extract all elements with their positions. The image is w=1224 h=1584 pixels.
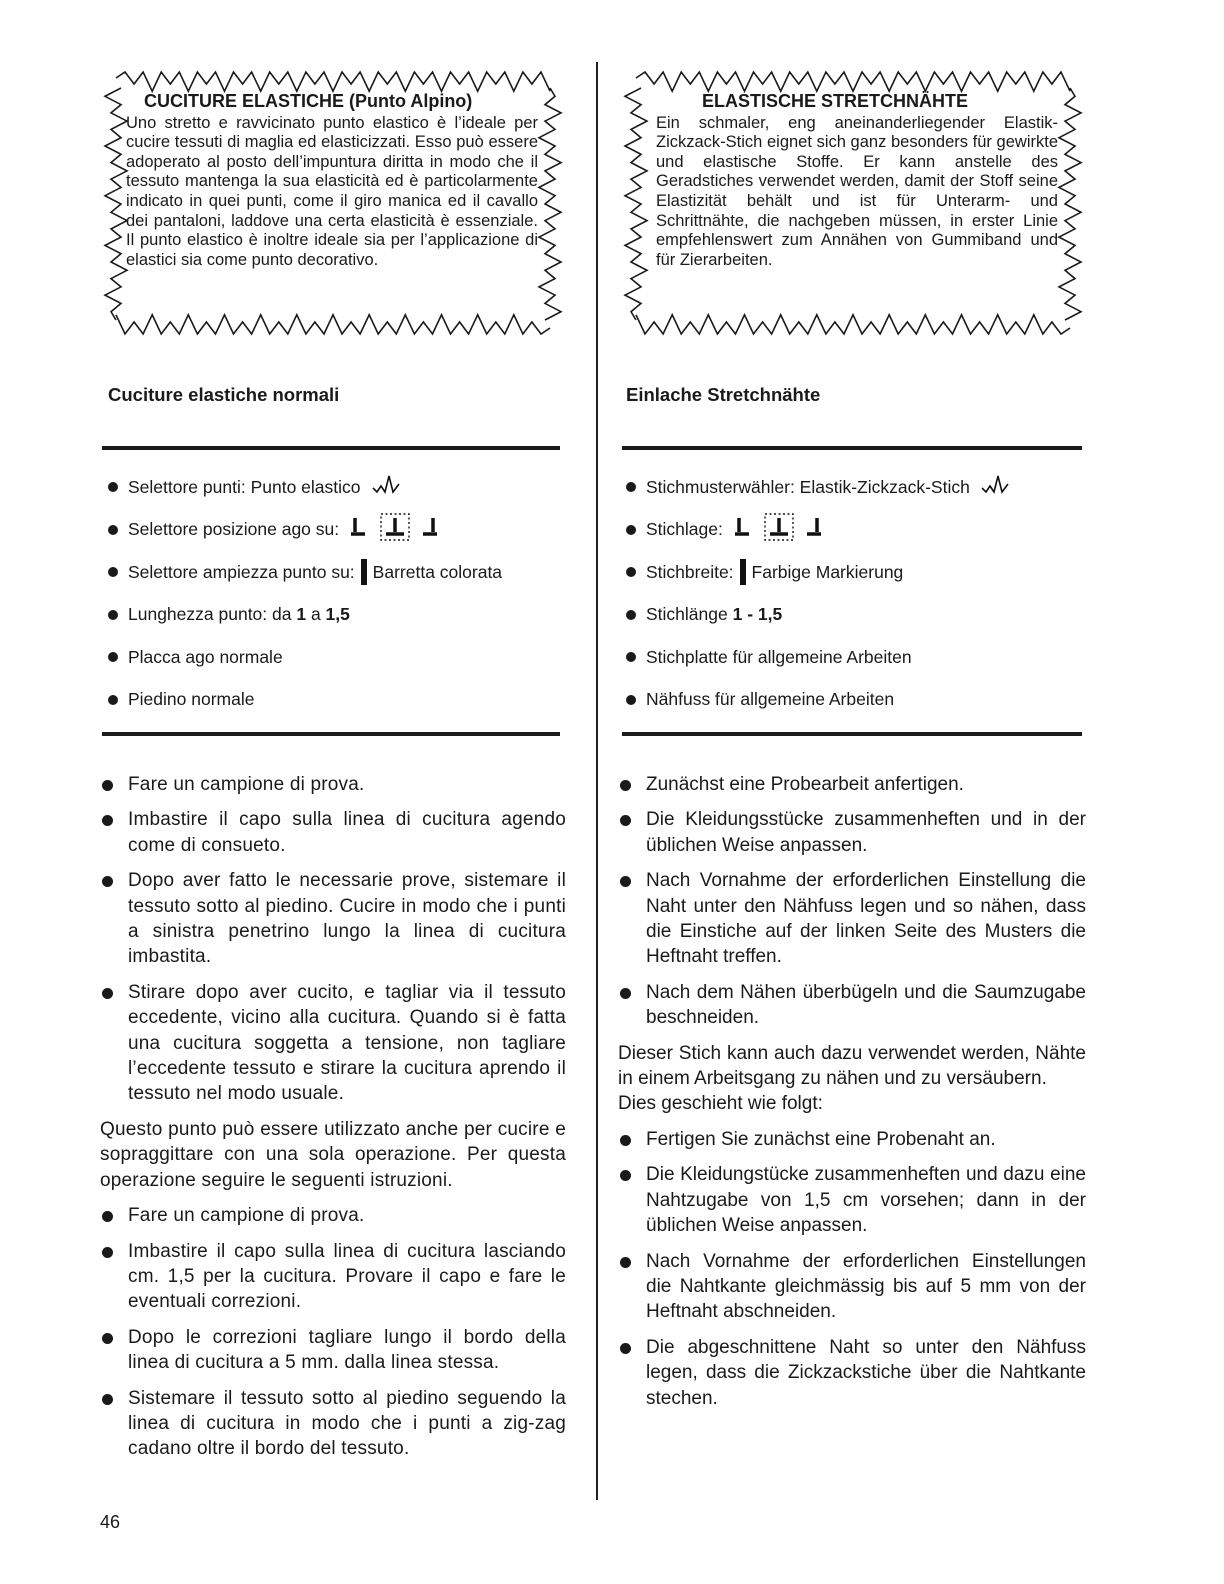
box-title: CUCITURE ELASTICHE (Punto Alpino): [144, 91, 473, 111]
bullet-icon: [102, 988, 113, 999]
italian-intro-box: [88, 40, 578, 360]
bullet-icon: [108, 695, 118, 705]
bullet-icon: [620, 988, 631, 999]
list-item: Die abgeschnittene Naht so unter den Nähfuss legen, dass die Zickzackstiche über die Nahtkante stechen.: [618, 1335, 1086, 1411]
bullet-icon: [108, 482, 118, 492]
bullet-icon: [102, 876, 113, 887]
bullet-icon: [620, 1170, 631, 1181]
setting-needle-position: Selettore posizione ago su:: [108, 509, 502, 552]
needle-position-icon: [733, 512, 827, 547]
list-item: Imbastire il capo sulla linea di cucitura lasciando cm. 1,5 per la cucitura. Provare il capo e fare le eventuali correzioni.: [100, 1239, 566, 1315]
colored-bar-icon: [740, 559, 746, 585]
setting-stitch-width: Selettore ampiezza punto su: Barretta colorata: [108, 551, 502, 594]
zigzag-border-segment: [625, 88, 647, 320]
paragraph: Dieser Stich kann auch dazu verwendet werden, Nähte in einem Arbeitsgang zu nähen und zu versäubern.: [618, 1042, 1086, 1090]
bullet-icon: [626, 695, 636, 705]
bullet-icon: [102, 1211, 113, 1222]
bullet-icon: [626, 652, 636, 662]
needle-position-icon: [349, 512, 443, 547]
setting-stitch-selector: Stichmusterwähler: Elastik-Zickzack-Stich: [626, 466, 1010, 509]
bullet-icon: [102, 780, 113, 791]
bottom-rule: [622, 732, 1082, 736]
bullet-icon: [620, 780, 631, 791]
setting-presser-foot: Nähfuss für allgemeine Arbeiten: [626, 679, 1010, 722]
setting-stitch-width: Stichbreite: Farbige Markierung: [626, 551, 1010, 594]
box-title: ELASTISCHE STRETCHNÄHTE: [702, 91, 969, 111]
page-number: 46: [100, 1512, 121, 1532]
bullet-icon: [620, 1343, 631, 1354]
list-item: Nach Vornahme der erforderlichen Einstellung die Naht unter den Nähfuss legen und so nähen, dass die Einstiche auf der linken Seite des Musters die Heftnaht treffen.: [618, 868, 1086, 970]
paragraph: Dies geschieht wie folgt:: [618, 1093, 823, 1115]
bullet-icon: [102, 1394, 113, 1405]
bullet-icon: [620, 815, 631, 826]
setting-stitch-length: Stichlänge 1 - 1,5: [626, 594, 1010, 637]
setting-needle-plate: Stichplatte für allgemeine Arbeiten: [626, 636, 1010, 679]
section-subheading: Cuciture elastiche normali: [108, 384, 340, 405]
list-item: Zunächst eine Probearbeit anfertigen.: [618, 772, 1086, 797]
box-body: Uno stretto e ravvicinato punto elastico è l’ideale per cucire tessuti di maglia ed elasticizzati. Esso può essere adoperato al posto dell’impuntura diritta in modo che il tessuto mantenga la sua elasticità ed è particolarmente indicato in quei punti, come il giro manica ed il cavallo dei pantaloni, laddove una certa elasticità è essenziale. Il punto elastico è inoltre ideale sia per l’applicazione di elastici sia come punto decorativo.: [126, 113, 538, 269]
zigzag-border-segment: [105, 88, 127, 320]
bullet-icon: [626, 482, 636, 492]
setting-needle-position: Stichlage:: [626, 509, 1010, 552]
bullet-icon: [108, 567, 118, 577]
bullet-icon: [626, 525, 636, 535]
elastic-stitch-icon: [371, 474, 401, 501]
elastic-stitch-icon: [980, 474, 1010, 501]
zigzag-border-segment: [1059, 88, 1081, 320]
bullet-icon: [102, 815, 113, 826]
settings-list-left: [108, 466, 502, 721]
list-item: Nach Vornahme der erforderlichen Einstellungen die Nahtkante gleichmässig bis auf 5 mm von der Heftnaht abschneiden.: [618, 1249, 1086, 1325]
bullet-icon: [108, 525, 118, 535]
zigzag-border-segment: [116, 315, 550, 334]
list-item: Fare un campione di prova.: [100, 1203, 566, 1228]
bottom-rule: [102, 732, 560, 736]
list-item: Imbastire il capo sulla linea di cucitura agendo come di consueto.: [100, 807, 566, 858]
bullet-icon: [620, 1257, 631, 1268]
list-item: Dopo aver fatto le necessarie prove, sistemare il tessuto sotto al piedino. Cucire in modo che i punti a sinistra penetrino lungo la linea di cucitura imbastita.: [100, 868, 566, 970]
bullet-icon: [620, 876, 631, 887]
list-item: Die Kleidungsstücke zusammenheften und in der üblichen Weise anpassen.: [618, 807, 1086, 858]
instructions-right: [618, 772, 1086, 1421]
setting-presser-foot: Piedino normale: [108, 679, 502, 722]
zigzag-border-segment: [116, 72, 550, 91]
bullet-icon: [102, 1247, 113, 1258]
column-divider: [596, 62, 598, 1500]
bullet-icon: [626, 610, 636, 620]
list-item: Fertigen Sie zunächst eine Probenaht an.: [618, 1127, 1086, 1152]
list-item: Sistemare il tessuto sotto al piedino seguendo la linea di cucitura in modo che i punti a zig-zag cadano oltre il bordo del tessuto.: [100, 1386, 566, 1462]
setting-needle-plate: Placca ago normale: [108, 636, 502, 679]
top-rule: [102, 446, 560, 450]
zigzag-border-segment: [539, 88, 561, 320]
section-subheading: Einlache Stretchnähte: [626, 384, 821, 405]
setting-stitch-selector: Selettore punti: Punto elastico: [108, 466, 502, 509]
paragraph: Questo punto può essere utilizzato anche per cucire e sopraggittare con una sola operazione. Per questa operazione seguire le seguenti istruzioni.: [100, 1118, 566, 1191]
setting-stitch-length: Lunghezza punto: da 1 a 1,5: [108, 594, 502, 637]
colored-bar-icon: [361, 559, 367, 585]
bullet-icon: [108, 652, 118, 662]
box-body: Ein schmaler, eng aneinanderliegender Elastik-Zickzack-Stich eignet sich ganz besonders für gewirkte und elastische Stoffe. Er kann anstelle des Geradstiches verwendet werden, damit der Stoff seine Elastizität behält und ist für Unterarm- und Schrittnähte, die nachgeben müssen, in erster Linie empfehlenswert zum Annähen von Gummiband und für Zierarbeiten.: [656, 113, 1058, 269]
list-item: Stirare dopo aver cucito, e tagliar via il tessuto eccedente, vicino alla cucitura. Quando si è fatta una cucitura soggetta a tensione, non tagliare l’eccedente tessuto e stirare la cucitura aprendo il tessuto nel modo usuale.: [100, 980, 566, 1107]
list-item: Dopo le correzioni tagliare lungo il bordo della linea di cucitura a 5 mm. dalla linea stessa.: [100, 1325, 566, 1376]
bullet-icon: [626, 567, 636, 577]
instructions-left: [100, 772, 566, 1472]
bullet-icon: [108, 610, 118, 620]
settings-list-right: [626, 466, 1010, 721]
bullet-icon: [102, 1333, 113, 1344]
top-rule: [622, 446, 1082, 450]
bullet-icon: [620, 1135, 631, 1146]
list-item: Fare un campione di prova.: [100, 772, 566, 797]
list-item: Die Kleidungstücke zusammenheften und dazu eine Nahtzugabe von 1,5 cm vorsehen; dann in der üblichen Weise anpassen.: [618, 1162, 1086, 1238]
zigzag-border-segment: [636, 315, 1070, 334]
zigzag-border-segment: [636, 72, 1070, 91]
list-item: Nach dem Nähen überbügeln und die Saumzugabe beschneiden.: [618, 980, 1086, 1031]
german-intro-box: [608, 40, 1098, 360]
